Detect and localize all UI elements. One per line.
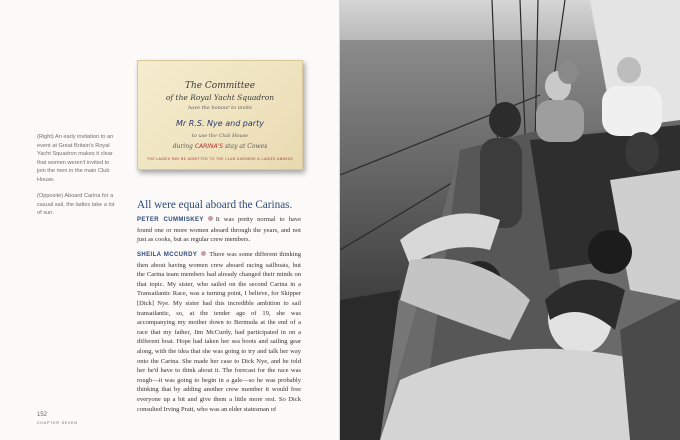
invitation-word: during bbox=[172, 143, 193, 150]
running-head: CHAPTER SEVEN bbox=[37, 421, 78, 425]
speaker-name: PETER CUMMISKEY bbox=[137, 217, 204, 223]
quote-text: It was pretty normal to have found one or more women aboard through the years, and not just as cooks, but as regular crew members. bbox=[137, 216, 301, 244]
invitation-line bbox=[138, 143, 302, 150]
invitation-line: The Committee bbox=[184, 81, 256, 91]
caption-right: (Right) An early invitation to an event at Great Britain's Royal Yacht Squadron makes it clear that women weren't invited to join the men in the main Club House. bbox=[37, 134, 114, 183]
invitation-line: to use the Club House bbox=[191, 133, 249, 139]
right-page bbox=[340, 0, 680, 440]
speaker-name: SHEILA MCCURDY bbox=[137, 252, 198, 258]
invitation-word: stay at Cowes bbox=[225, 143, 268, 150]
sailboat-crew-photo bbox=[340, 0, 680, 440]
invitation-handwritten-name: Mr R.S. Nye and party bbox=[176, 119, 264, 128]
quote-paragraph bbox=[137, 250, 301, 414]
section-headline: All were equal aboard the Carinas. bbox=[137, 199, 293, 211]
speaker-bullet-icon bbox=[201, 251, 206, 256]
invitation-line: of the Royal Yacht Squadron bbox=[165, 93, 275, 102]
invitation-handwritten-boat: CARINA'S bbox=[194, 143, 224, 150]
invitation-card-image bbox=[137, 60, 303, 170]
caption-opposite: (Opposite) Aboard Carina for a casual sail, the ladies take a lot of sun. bbox=[37, 193, 115, 217]
page-number: 152 bbox=[37, 412, 48, 418]
invitation-footnote: THE LADIES MAY BE ADMITTED TO THE CLUB GARDENS & LADIES ANNEXE bbox=[147, 157, 293, 161]
quote-paragraph bbox=[137, 215, 301, 245]
speaker-bullet-icon bbox=[208, 216, 213, 221]
invitation-line: have the honour to invite bbox=[188, 105, 252, 111]
quote-text: There was some different thinking then about having women crew aboard racing sailboats, but the Carina team members had already changed their minds on that topic. My sister, who sailed on the second Carina in a Transatlantic Race, was a turning point, I believe, for Skipper [Dick] Nye. My sister had this incredible ambition to sail transatlantic, so, at the tender age of 19, she was accompanying my mother down to Bermuda at the end of a race that my father, Jim McCurdy, had participated in on a different boat. Hope had taken her sea boots and sailing gear along, with the idea that she was going to try and talk her way onto the Carina. She made her case to Dick Nye, and he told her he'd have to think about it. The forecast for the race was rough—it was going to begin in a gale—so he was probably thinking that by adding another crew member it would free everyone up a bit and give them a little more rest. So Dick consulted Irving Pratt, who was an elder statesman of bbox=[137, 251, 301, 413]
